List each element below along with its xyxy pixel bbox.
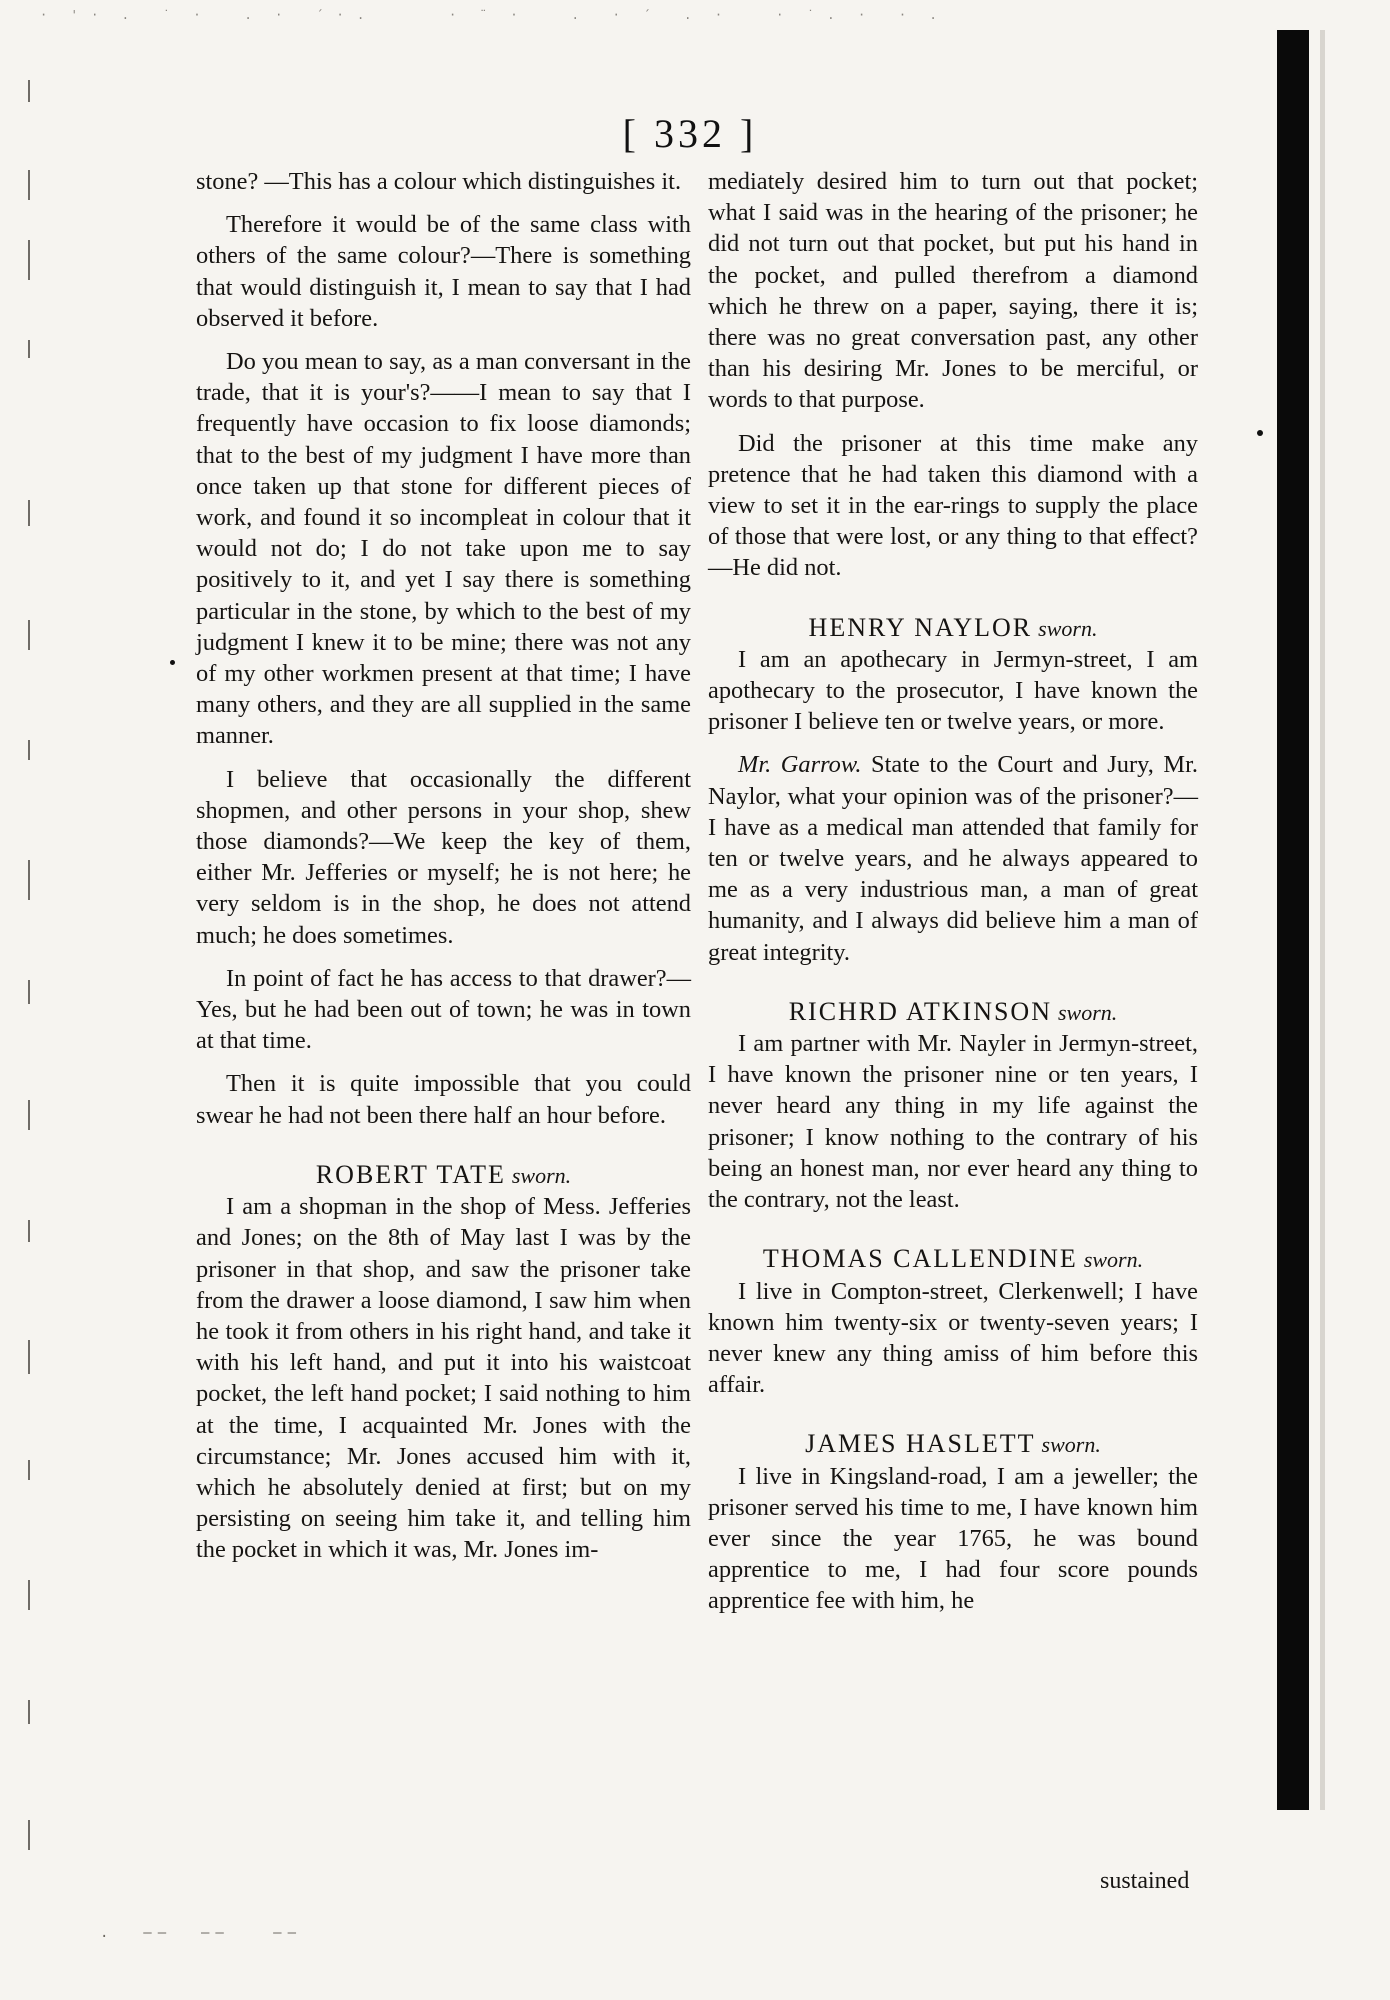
paragraph [196, 963, 691, 1057]
paragraph [196, 1068, 691, 1130]
paragraph-text: Then it is quite impossible that you could swear he had not been there half an hour before. [196, 1070, 691, 1129]
scan-noise-bottom: . —— —— —— [100, 1925, 303, 1941]
witness-heading [708, 612, 1198, 644]
paragraph-text: I live in Kingsland-road, I am a jeweller; the prisoner served his time to me, I have known him ever since the year 1765, he was bound apprentice to me, I had four score pounds apprentice fee with him, he [708, 1462, 1198, 1615]
paragraph-text: In point of fact he has access to that drawer?—Yes, but he had been out of town; he was in town at that time. [196, 964, 691, 1055]
paragraph [708, 1276, 1198, 1401]
sworn-label: sworn. [511, 1162, 572, 1188]
paragraph-text: I am partner with Mr. Nayler in Jermyn-street, I have known the prisoner nine or ten years, I never heard any thing in my life against the prisoner; I know nothing to the contrary of his being an honest man, nor ever heard any thing to the contrary, not the least. [708, 1030, 1198, 1214]
paragraph [708, 749, 1198, 967]
speaker-name: Mr. Garrow. [738, 751, 862, 779]
witness-heading [708, 1243, 1198, 1275]
paragraph-text: stone? —This has a colour which distinguishes it. [196, 168, 682, 195]
witness-name: HENRY NAYLOR [808, 612, 1033, 642]
paragraph-text: Did the prisoner at this time make any pretence that he had taken this diamond with a view to set it in the ear-rings to supply the place of those that were lost, or any thing to that effect?—He did not. [708, 429, 1198, 582]
catchword: sustained [1100, 1868, 1190, 1894]
witness-name: THOMAS CALLENDINE [762, 1244, 1078, 1274]
paragraph [196, 764, 691, 951]
right-column [708, 166, 1198, 1617]
paragraph [708, 644, 1198, 738]
paragraph [708, 166, 1198, 416]
page-edge [1320, 30, 1325, 1810]
binding-shadow [1277, 30, 1309, 1810]
paragraph [196, 166, 691, 197]
paragraph [708, 1028, 1198, 1215]
scan-margin-marks [18, 80, 58, 1930]
ink-speck [170, 660, 175, 665]
ink-speck [1257, 430, 1263, 436]
paragraph-text: State to the Court and Jury, Mr. Naylor, what your opinion was of the prisoner?—I have as a medical man attended that family for ten or twelve years, and he always appeared to me as a very industrious man, a man of great humanity, and I always did believe him a man of great integrity. [708, 751, 1198, 966]
witness-name: JAMES HASLETT [805, 1429, 1036, 1459]
sworn-label: sworn. [1058, 999, 1118, 1025]
witness-name: RICHRD ATKINSON [788, 996, 1052, 1026]
witness-heading [708, 1428, 1198, 1460]
paragraph-text: I am an apothecary in Jermyn-street, I am apothecary to the prosecutor, I have known the prisoner I believe ten or twelve years, or more. [708, 645, 1198, 736]
paragraph [708, 1461, 1198, 1617]
paragraph-text: Therefore it would be of the same class with others of the same colour?—There is something that would distinguish it, I mean to say that I had observed it before. [196, 211, 691, 332]
paragraph-text: I believe that occasionally the different shopmen, and other persons in your shop, shew those diamonds?—We keep the key of them, either Mr. Jefferies or myself; he is not here; he very seldom is in the shop, he does not attend much; he does sometimes. [196, 765, 691, 949]
witness-name: ROBERT TATE [315, 1159, 506, 1189]
paragraph [196, 346, 691, 752]
sworn-label: sworn. [1083, 1247, 1144, 1273]
paragraph-text: I am a shopman in the shop of Mess. Jefferies and Jones; on the 8th of May last I was by the prisoner in that shop, and saw the prisoner take from the drawer a loose diamond, I saw him when he took it from others in his right hand, and take it with his left hand, and put it into his waistcoat pocket, the left hand pocket; I said nothing to him at the time, I acquainted Mr. Jones with the circumstance; Mr. Jones accused him with it, which he absolutely denied at first; but on my persisting on seeing him take it, and telling him the pocket in which it was, Mr. Jones im- [196, 1193, 691, 1564]
paragraph-text: I live in Compton-street, Clerkenwell; I have known him twenty-six or twenty-seven years; I never knew any thing amiss of him before this affair. [708, 1277, 1198, 1399]
witness-heading [708, 996, 1198, 1028]
scan-noise-top: · ' · . ˙ · . · ´ · . · ¨ · . · ´ . · · ˙ . · · . [40, 8, 940, 22]
paragraph-text: Do you mean to say, as a man conversant in the trade, that it is your's?——I mean to say that I frequently have occasion to fix loose diamonds; that to the best of my judgment I have more than once taken up that stone for different pieces of work, and found it so incompleat in colour that it would not do; I do not take upon me to say positively to it, and yet I say there is something particular in the stone, by which to the best of my judgment I knew it to be mine; there was not any of my other workmen present at that time; I have many others, and they are all supplied in the same manner. [196, 348, 691, 750]
witness-heading [196, 1159, 691, 1191]
sworn-label: sworn. [1038, 615, 1098, 641]
paragraph [196, 209, 691, 334]
paragraph [708, 428, 1198, 584]
paragraph [196, 1191, 691, 1565]
paragraph-text: mediately desired him to turn out that pocket; what I said was in the hearing of the prisoner; he did not turn out that pocket, but put his hand in the pocket, and pulled therefrom a diamond which he threw on a paper, saying, there it is; there was no great conversation past, any other than his desiring Mr. Jones to be merciful, or words to that purpose. [708, 168, 1198, 414]
sworn-label: sworn. [1041, 1432, 1101, 1458]
left-column [196, 166, 691, 1566]
page-number: [ 332 ] [622, 111, 758, 156]
